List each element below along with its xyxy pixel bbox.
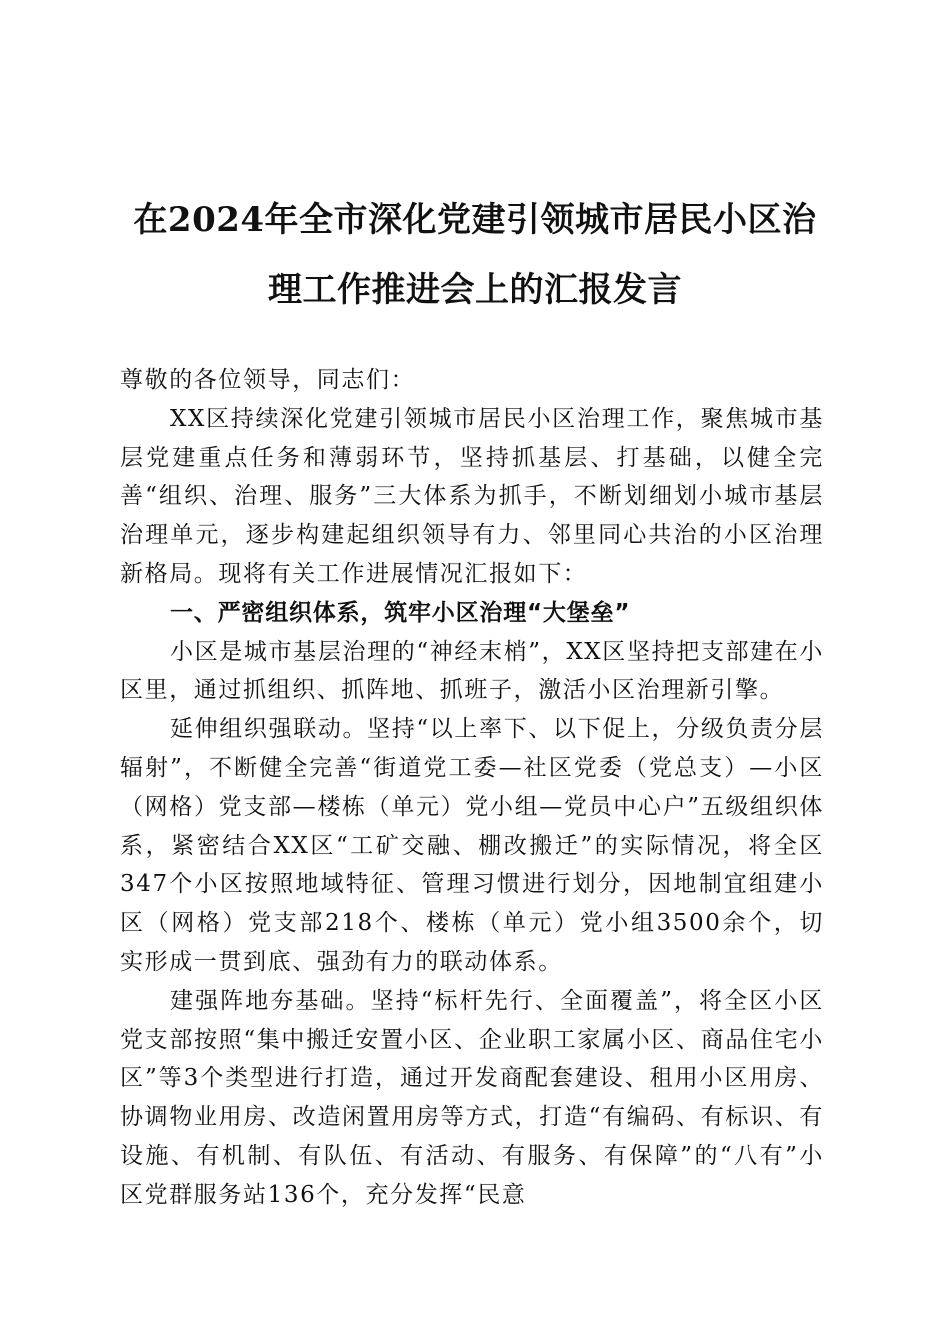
document-title-line-2: 理工作推进会上的汇报发言 [268, 270, 682, 310]
salutation: 尊敬的各位领导，同志们： [120, 367, 416, 393]
document-title-line-1: 在2024年全市深化党建引领城市居民小区治 [133, 200, 817, 240]
body-paragraph: 建强阵地夯基础。坚持“标杆先行、全面覆盖”，将全区小区党支部按照“集中搬迁安置小区、企业职工家属小区、商品住宅小区”等3个类型进行打造，通过开发商配套建设、租用小区用房、协调物业用房、改造闲置用房等方式，打造“有编码、有标识、有设施、有机制、有队伍、有活动、有服务、有保障”的“八有”小区党群服务站136个，充分发挥“民意 [120, 987, 824, 1208]
intro-paragraph: XX区持续深化党建引领城市居民小区治理工作，聚焦城市基层党建重点任务和薄弱环节，坚持抓基层、打基础，以健全完善“组织、治理、服务”三大体系为抓手，不断划细划小城市基层治理单元，逐步构建起组织领导有力、邻里同心共治的小区治理新格局。现将有关工作进展情况汇报如下： [120, 405, 824, 587]
document-body [120, 361, 824, 1215]
section-heading-1: 一、严密组织体系，筑牢小区治理“大堡垒” [170, 599, 631, 626]
body-paragraph: 延伸组织强联动。坚持“以上率下、以下促上，分级负责分层辐射”，不断健全完善“街道党工委—社区党委（党总支）—小区（网格）党支部—楼栋（单元）党小组—党员中心户”五级组织体系，紧密结合XX区“工矿交融、棚改搬迁”的实际情况，将全区347个小区按照地域特征、管理习惯进行划分，因地制宜组建小区（网格）党支部218个、楼栋（单元）党小组3500余个，切实形成一贯到底、强劲有力的联动体系。 [120, 716, 824, 975]
body-paragraph: 小区是城市基层治理的“神经末梢”，XX区坚持把支部建在小区里，通过抓组织、抓阵地、抓班子，激活小区治理新引擎。 [120, 638, 824, 704]
